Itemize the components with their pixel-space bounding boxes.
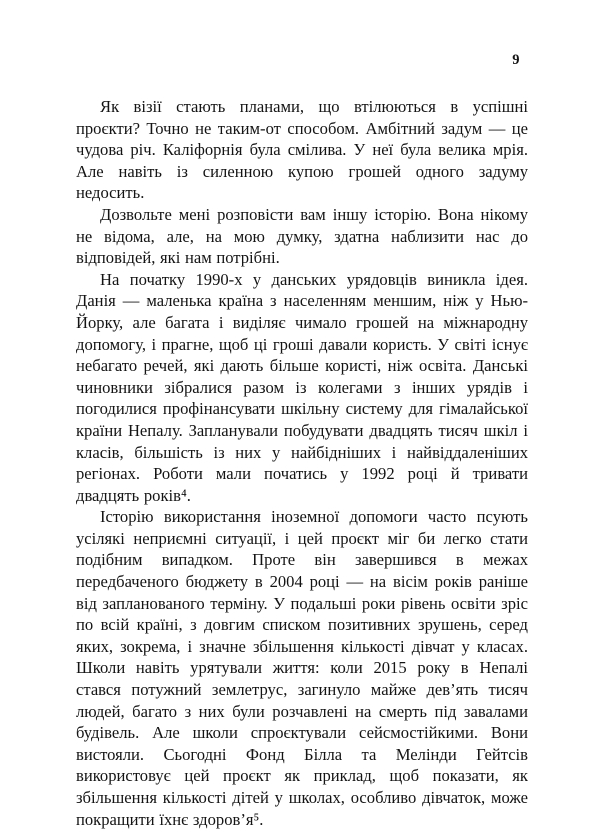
- paragraph: Історію використання іноземної допомоги часто псують усілякі неприємні ситуації, і цей проєкт міг би легко стати подібним випадком. Проте він завершився в межах передбаченого бюджету в 2004 році — на вісім років раніше від запланованого терміну. У подальші роки рівень освіти зріс по всій країні, з довгим списком позитивних зрушень, серед яких, зокрема, і значне збільшення кількості дівчат у класах. Школи навіть урятували життя: коли 2015 року в Непалі стався потужний землетрус, загинуло майже дев’ять тисяч людей, багато з них були розчавлені на смерть під завалами будівель. Але школи спроєктували сейсмостійкими. Вони вистояли. Сьогодні Фонд Білла та Мелінди Гейтсів використовує цей проєкт як приклад, щоб показати, як збільшення кількості дітей у школах, особливо дівчаток, може покращити їхнє здоров’я⁵.: [76, 507, 528, 829]
- page-number: 9: [512, 52, 520, 68]
- paragraph: Як візії стають планами, що втілюються в успішні проєкти? Точно не таким-от способом. Амбітний задум — це чудова річ. Каліфорнія була смілива. У неї була велика мрія. Але навіть із силенною купою грошей одного задуму недосить.: [76, 97, 528, 203]
- body-text: [76, 96, 528, 830]
- paragraph: Дозвольте мені розповісти вам іншу історію. Вона нікому не відома, але, на мою думку, здатна наблизити нас до відповідей, які нам потрібні.: [76, 204, 528, 268]
- paragraph: На початку 1990-х у данських урядовців виникла ідея. Данія — маленька країна з населенням меншим, ніж у Нью-Йорку, але багата і виділяє чимало грошей на міжнародну допомогу, і прагне, щоб ці гроші давали користь. У світі існує небагато речей, які дають більше користі, ніж освіта. Данські чиновники зібралися разом із колегами з інших урядів і погодилися профінансувати шкільну систему для гімалайської країни Непалу. Запланували побудувати двадцять тисяч шкіл і класів, більшість із них у найбідніших і найвіддаленіших регіонах. Роботи мали початись у 1992 році й тривати двадцять років⁴.: [76, 269, 528, 505]
